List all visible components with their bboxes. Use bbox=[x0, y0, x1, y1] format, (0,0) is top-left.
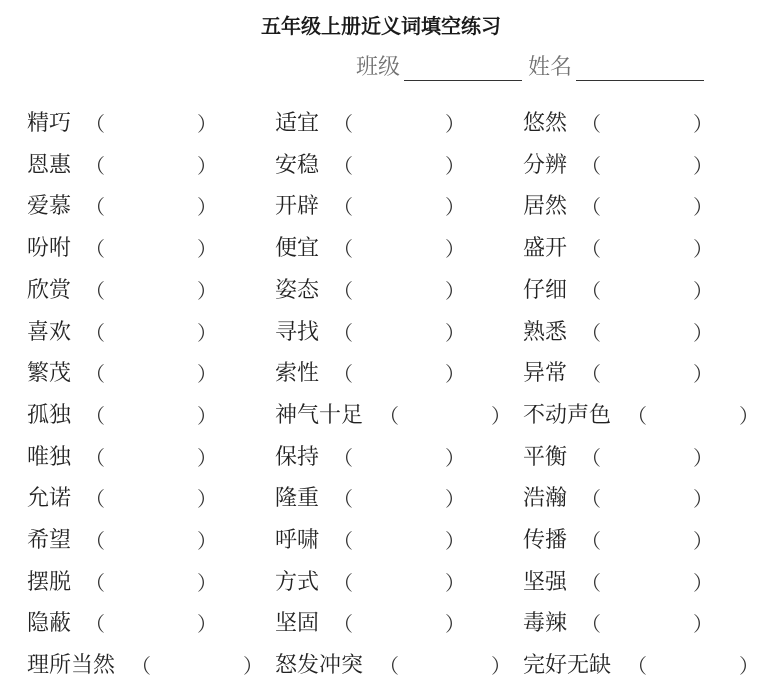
answer-blank[interactable] bbox=[105, 234, 197, 264]
open-paren: （ bbox=[379, 654, 399, 679]
name-blank[interactable] bbox=[576, 52, 704, 81]
exercise-word: 隐蔽 bbox=[27, 611, 72, 637]
exercise-word: 怒发冲突 bbox=[275, 653, 364, 679]
exercise-word: 允诺 bbox=[27, 486, 72, 512]
exercise-word: 熟悉 bbox=[523, 319, 568, 345]
answer-blank[interactable] bbox=[105, 192, 197, 222]
exercise-row bbox=[27, 395, 762, 437]
open-paren: （ bbox=[85, 320, 105, 345]
answer-blank[interactable] bbox=[399, 401, 491, 431]
answer-blank[interactable] bbox=[601, 151, 693, 181]
answer-blank[interactable] bbox=[601, 609, 693, 639]
exercise-item bbox=[27, 186, 217, 228]
exercise-item bbox=[523, 562, 713, 604]
exercise-row bbox=[27, 437, 762, 479]
exercise-item bbox=[523, 312, 713, 354]
open-paren: （ bbox=[333, 237, 353, 262]
close-paren: ） bbox=[693, 112, 713, 136]
exercise-item bbox=[275, 520, 465, 562]
answer-blank[interactable] bbox=[105, 109, 197, 139]
close-paren: ） bbox=[197, 195, 217, 220]
exercise-item bbox=[523, 478, 713, 520]
answer-blank[interactable] bbox=[105, 151, 197, 181]
exercise-item bbox=[27, 353, 217, 395]
exercise-row bbox=[27, 228, 762, 270]
exercise-item bbox=[275, 562, 465, 604]
exercise-item bbox=[523, 228, 713, 270]
close-paren: ） bbox=[197, 403, 217, 428]
exercise-word: 平衡 bbox=[523, 444, 568, 470]
close-paren: ） bbox=[693, 278, 713, 303]
exercise-word: 不动声色 bbox=[523, 402, 612, 428]
exercise-row bbox=[27, 645, 762, 687]
exercise-word: 繁茂 bbox=[27, 361, 72, 387]
answer-blank[interactable] bbox=[105, 318, 197, 348]
exercise-word: 寻找 bbox=[275, 319, 320, 345]
open-paren: （ bbox=[333, 362, 353, 387]
close-paren: ） bbox=[445, 195, 465, 220]
answer-blank[interactable] bbox=[647, 651, 739, 681]
answer-blank[interactable] bbox=[353, 568, 445, 598]
exercise-item bbox=[275, 312, 465, 354]
open-paren: （ bbox=[581, 112, 601, 136]
exercise-word: 坚强 bbox=[523, 569, 568, 595]
exercise-word: 悠然 bbox=[523, 111, 568, 136]
exercise-item bbox=[27, 603, 217, 645]
close-paren: ） bbox=[693, 153, 713, 178]
close-paren: ） bbox=[243, 654, 263, 679]
exercise-word: 理所当然 bbox=[27, 653, 116, 679]
close-paren: ） bbox=[445, 445, 465, 470]
answer-blank[interactable] bbox=[353, 151, 445, 181]
exercise-word: 居然 bbox=[523, 194, 568, 220]
exercise-word: 索性 bbox=[275, 361, 320, 387]
open-paren: （ bbox=[333, 529, 353, 553]
exercise-word: 姿态 bbox=[275, 277, 320, 303]
answer-blank[interactable] bbox=[601, 109, 693, 139]
open-paren: （ bbox=[85, 570, 105, 595]
answer-blank[interactable] bbox=[601, 234, 693, 264]
exercise-word: 恩惠 bbox=[27, 152, 72, 178]
exercise-word: 吩咐 bbox=[27, 236, 72, 262]
close-paren: ） bbox=[693, 529, 713, 553]
answer-blank[interactable] bbox=[601, 568, 693, 598]
exercise-word: 适宜 bbox=[275, 111, 320, 136]
open-paren: （ bbox=[85, 153, 105, 178]
exercise-word: 毒辣 bbox=[523, 611, 568, 637]
exercise-item bbox=[27, 270, 217, 312]
answer-blank[interactable] bbox=[601, 359, 693, 389]
exercise-row bbox=[27, 520, 762, 562]
close-paren: ） bbox=[693, 237, 713, 262]
open-paren: （ bbox=[85, 278, 105, 303]
exercise-item bbox=[275, 395, 511, 437]
exercise-row bbox=[27, 270, 762, 312]
open-paren: （ bbox=[581, 487, 601, 512]
exercise-item bbox=[275, 228, 465, 270]
exercise-word: 爱慕 bbox=[27, 194, 72, 220]
close-paren: ） bbox=[491, 654, 511, 679]
exercise-item bbox=[27, 645, 263, 687]
answer-blank[interactable] bbox=[105, 484, 197, 514]
exercise-item bbox=[523, 603, 713, 645]
open-paren: （ bbox=[333, 320, 353, 345]
exercise-item bbox=[275, 603, 465, 645]
class-label: 班级 bbox=[356, 55, 401, 80]
name-label: 姓名 bbox=[528, 55, 573, 80]
exercise-item bbox=[27, 103, 217, 145]
close-paren: ） bbox=[197, 112, 217, 136]
open-paren: （ bbox=[333, 570, 353, 595]
close-paren: ） bbox=[197, 153, 217, 178]
answer-blank[interactable] bbox=[105, 526, 197, 556]
answer-blank[interactable] bbox=[353, 443, 445, 473]
answer-blank[interactable] bbox=[105, 401, 197, 431]
open-paren: （ bbox=[333, 487, 353, 512]
open-paren: （ bbox=[379, 403, 399, 428]
answer-blank[interactable] bbox=[601, 526, 693, 556]
close-paren: ） bbox=[445, 237, 465, 262]
close-paren: ） bbox=[693, 570, 713, 595]
close-paren: ） bbox=[693, 320, 713, 345]
answer-blank[interactable] bbox=[151, 651, 243, 681]
open-paren: （ bbox=[581, 195, 601, 220]
answer-blank[interactable] bbox=[105, 609, 197, 639]
close-paren: ） bbox=[197, 612, 217, 637]
exercise-item bbox=[27, 520, 217, 562]
close-paren: ） bbox=[693, 362, 713, 387]
open-paren: （ bbox=[581, 570, 601, 595]
close-paren: ） bbox=[491, 403, 511, 428]
open-paren: （ bbox=[85, 112, 105, 136]
open-paren: （ bbox=[581, 153, 601, 178]
open-paren: （ bbox=[581, 237, 601, 262]
answer-blank[interactable] bbox=[105, 568, 197, 598]
close-paren: ） bbox=[739, 403, 759, 428]
exercise-item bbox=[523, 353, 713, 395]
exercise-word: 完好无缺 bbox=[523, 653, 612, 679]
exercise-word: 隆重 bbox=[275, 486, 320, 512]
exercise-row bbox=[27, 312, 762, 354]
exercise-word: 希望 bbox=[27, 528, 72, 553]
worksheet-title: 五年级上册近义词填空练习 bbox=[261, 14, 501, 38]
exercise-item bbox=[27, 437, 217, 479]
exercise-word: 安稳 bbox=[275, 152, 320, 178]
exercise-row bbox=[27, 603, 762, 645]
answer-blank[interactable] bbox=[353, 234, 445, 264]
exercise-row bbox=[27, 103, 762, 145]
exercise-word: 浩瀚 bbox=[523, 486, 568, 512]
answer-blank[interactable] bbox=[601, 318, 693, 348]
exercise-word: 孤独 bbox=[27, 402, 72, 428]
exercise-row bbox=[27, 145, 762, 187]
close-paren: ） bbox=[739, 654, 759, 679]
exercise-item bbox=[275, 645, 511, 687]
exercise-word: 传播 bbox=[523, 528, 568, 553]
open-paren: （ bbox=[85, 612, 105, 637]
answer-blank[interactable] bbox=[353, 359, 445, 389]
answer-blank[interactable] bbox=[353, 276, 445, 306]
exercise-item bbox=[523, 520, 713, 562]
close-paren: ） bbox=[445, 362, 465, 387]
student-info bbox=[356, 50, 704, 81]
exercise-item bbox=[275, 145, 465, 187]
exercise-item bbox=[275, 270, 465, 312]
answer-blank[interactable] bbox=[353, 609, 445, 639]
close-paren: ） bbox=[197, 237, 217, 262]
open-paren: （ bbox=[581, 612, 601, 637]
open-paren: （ bbox=[627, 403, 647, 428]
answer-blank[interactable] bbox=[399, 651, 491, 681]
exercise-row bbox=[27, 562, 762, 604]
answer-blank[interactable] bbox=[601, 443, 693, 473]
exercise-item bbox=[275, 103, 465, 145]
answer-blank[interactable] bbox=[353, 109, 445, 139]
exercise-item bbox=[27, 395, 217, 437]
open-paren: （ bbox=[85, 403, 105, 428]
close-paren: ） bbox=[197, 278, 217, 303]
open-paren: （ bbox=[131, 654, 151, 679]
exercise-item bbox=[523, 395, 759, 437]
open-paren: （ bbox=[581, 320, 601, 345]
open-paren: （ bbox=[85, 195, 105, 220]
exercise-item bbox=[275, 478, 465, 520]
exercise-word: 开辟 bbox=[275, 194, 320, 220]
exercise-word: 呼啸 bbox=[275, 528, 320, 553]
close-paren: ） bbox=[693, 487, 713, 512]
close-paren: ） bbox=[445, 570, 465, 595]
open-paren: （ bbox=[85, 529, 105, 553]
exercise-item bbox=[523, 270, 713, 312]
open-paren: （ bbox=[333, 195, 353, 220]
exercise-item bbox=[523, 437, 713, 479]
exercise-word: 异常 bbox=[523, 361, 568, 387]
open-paren: （ bbox=[85, 237, 105, 262]
exercise-item bbox=[523, 145, 713, 187]
answer-blank[interactable] bbox=[105, 276, 197, 306]
exercise-item bbox=[523, 103, 713, 145]
open-paren: （ bbox=[333, 612, 353, 637]
close-paren: ） bbox=[693, 612, 713, 637]
close-paren: ） bbox=[445, 487, 465, 512]
close-paren: ） bbox=[197, 487, 217, 512]
answer-blank[interactable] bbox=[353, 484, 445, 514]
answer-blank[interactable] bbox=[601, 192, 693, 222]
open-paren: （ bbox=[333, 278, 353, 303]
answer-blank[interactable] bbox=[353, 192, 445, 222]
exercise-word: 盛开 bbox=[523, 236, 568, 262]
exercise-item bbox=[27, 228, 217, 270]
answer-blank[interactable] bbox=[105, 359, 197, 389]
exercise-item bbox=[27, 145, 217, 187]
close-paren: ） bbox=[197, 320, 217, 345]
exercise-item bbox=[27, 562, 217, 604]
open-paren: （ bbox=[85, 362, 105, 387]
open-paren: （ bbox=[581, 529, 601, 553]
close-paren: ） bbox=[445, 278, 465, 303]
exercise-item bbox=[523, 645, 759, 687]
exercise-word: 喜欢 bbox=[27, 319, 72, 345]
answer-blank[interactable] bbox=[601, 276, 693, 306]
answer-blank[interactable] bbox=[601, 484, 693, 514]
exercise-item bbox=[523, 186, 713, 228]
close-paren: ） bbox=[197, 570, 217, 595]
exercise-word: 摆脱 bbox=[27, 569, 72, 595]
close-paren: ） bbox=[693, 445, 713, 470]
exercise-item bbox=[27, 478, 217, 520]
close-paren: ） bbox=[693, 195, 713, 220]
exercise-word: 神气十足 bbox=[275, 402, 364, 428]
close-paren: ） bbox=[197, 362, 217, 387]
exercise-word: 保持 bbox=[275, 444, 320, 470]
close-paren: ） bbox=[197, 529, 217, 553]
open-paren: （ bbox=[581, 278, 601, 303]
open-paren: （ bbox=[333, 112, 353, 136]
exercise-word: 便宜 bbox=[275, 236, 320, 262]
close-paren: ） bbox=[197, 445, 217, 470]
close-paren: ） bbox=[445, 112, 465, 136]
exercise-item bbox=[275, 437, 465, 479]
exercise-row bbox=[27, 186, 762, 228]
close-paren: ） bbox=[445, 153, 465, 178]
exercise-word: 方式 bbox=[275, 569, 320, 595]
answer-blank[interactable] bbox=[647, 401, 739, 431]
class-blank[interactable] bbox=[404, 52, 522, 81]
open-paren: （ bbox=[627, 654, 647, 679]
open-paren: （ bbox=[581, 445, 601, 470]
open-paren: （ bbox=[333, 445, 353, 470]
exercise-word: 仔细 bbox=[523, 277, 568, 303]
answer-blank[interactable] bbox=[105, 443, 197, 473]
close-paren: ） bbox=[445, 529, 465, 553]
exercise-item bbox=[275, 186, 465, 228]
open-paren: （ bbox=[581, 362, 601, 387]
exercise-word: 欣赏 bbox=[27, 277, 72, 303]
exercise-row bbox=[27, 353, 762, 395]
close-paren: ） bbox=[445, 320, 465, 345]
open-paren: （ bbox=[333, 153, 353, 178]
exercise-row bbox=[27, 478, 762, 520]
exercise-word: 精巧 bbox=[27, 111, 72, 136]
close-paren: ） bbox=[445, 612, 465, 637]
exercise-word: 坚固 bbox=[275, 611, 320, 637]
open-paren: （ bbox=[85, 445, 105, 470]
open-paren: （ bbox=[85, 487, 105, 512]
exercise-item bbox=[275, 353, 465, 395]
exercise-item bbox=[27, 312, 217, 354]
answer-blank[interactable] bbox=[353, 318, 445, 348]
exercise-word: 唯独 bbox=[27, 444, 72, 470]
exercise-word: 分辨 bbox=[523, 152, 568, 178]
answer-blank[interactable] bbox=[353, 526, 445, 556]
